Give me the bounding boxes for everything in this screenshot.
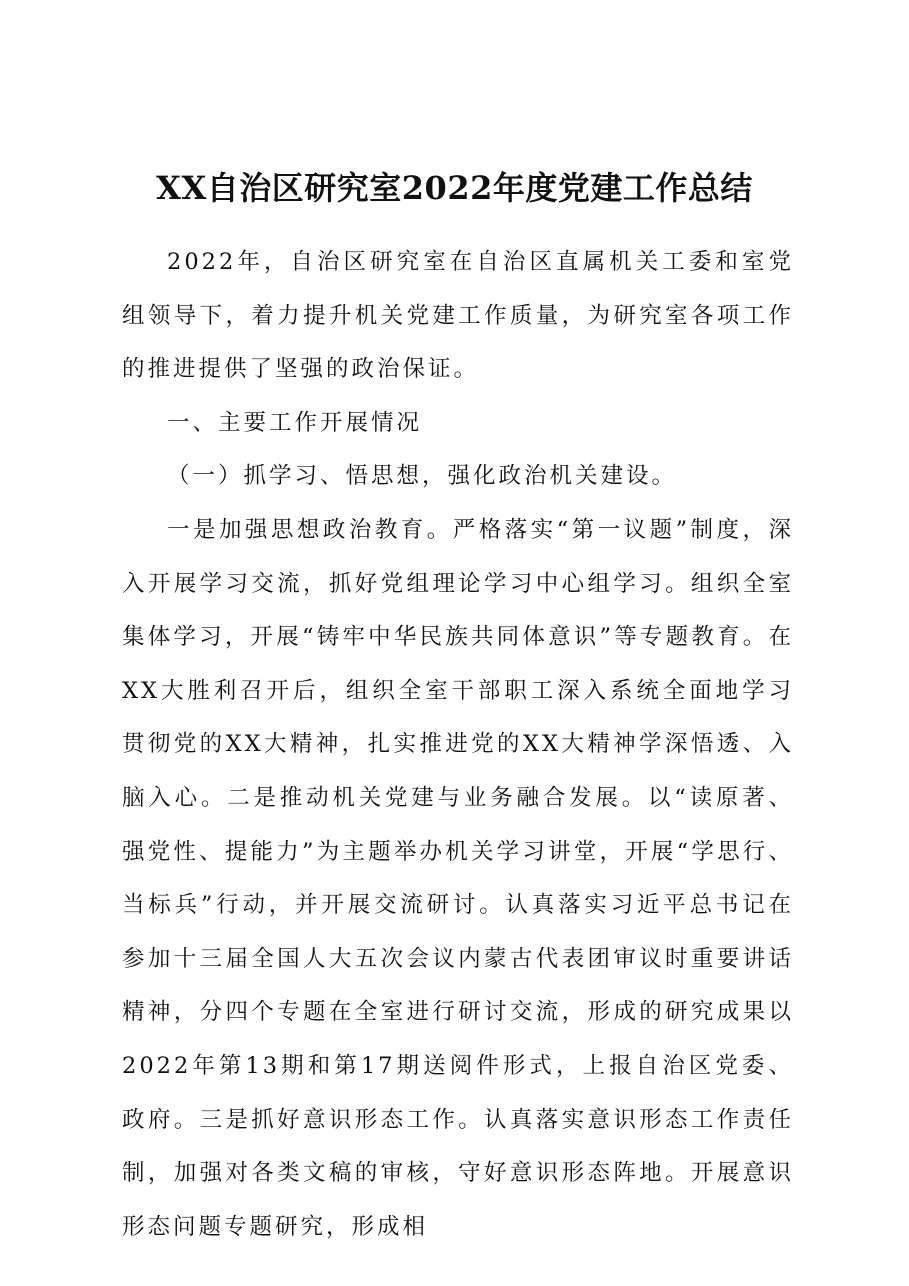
- subsection-heading-study: （一）抓学习、悟思想，强化政治机关建设。: [167, 463, 678, 490]
- paragraph-study-details: 一是加强思想政治教育。严格落实“第一议题”制度，深入开展学习交流，抓好党组理论学习中心组学习。组织全室集体学习，开展“铸牢中华民族共同体意识”等专题教育。在XX大胜利召开后，组织全室干部职工深入系统全面地学习贯彻党的XX大精神，扎实推进党的XX大精神学深悟透、入脑入心。二是推动机关党建与业务融合发展。以“读原著、强党性、提能力”为主题举办机关学习讲堂，开展“学思行、当标兵”行动，并开展交流研讨。认真落实习近平总书记在参加十三届全国人大五次会议内蒙古代表团审议时重要讲话精神，分四个专题在全室进行研讨交流，形成的研究成果以2022年第13期和第17期送阅件形式，上报自治区党委、政府。三是抓好意识形态工作。认真落实意识形态工作责任制，加强对各类文稿的审核，守好意识形态阵地。开展意识形态问题专题研究，形成相: [122, 516, 794, 1240]
- section-heading-main-work: 一、主要工作开展情况: [167, 409, 423, 436]
- document-title: XX自治区研究室2022年度党建工作总结: [156, 169, 753, 207]
- paragraph-intro: 2022年，自治区研究室在自治区直属机关工委和室党组领导下，着力提升机关党建工作质量，为研究室各项工作的推进提供了坚强的政治保证。: [122, 249, 794, 383]
- document-body: [122, 236, 794, 1254]
